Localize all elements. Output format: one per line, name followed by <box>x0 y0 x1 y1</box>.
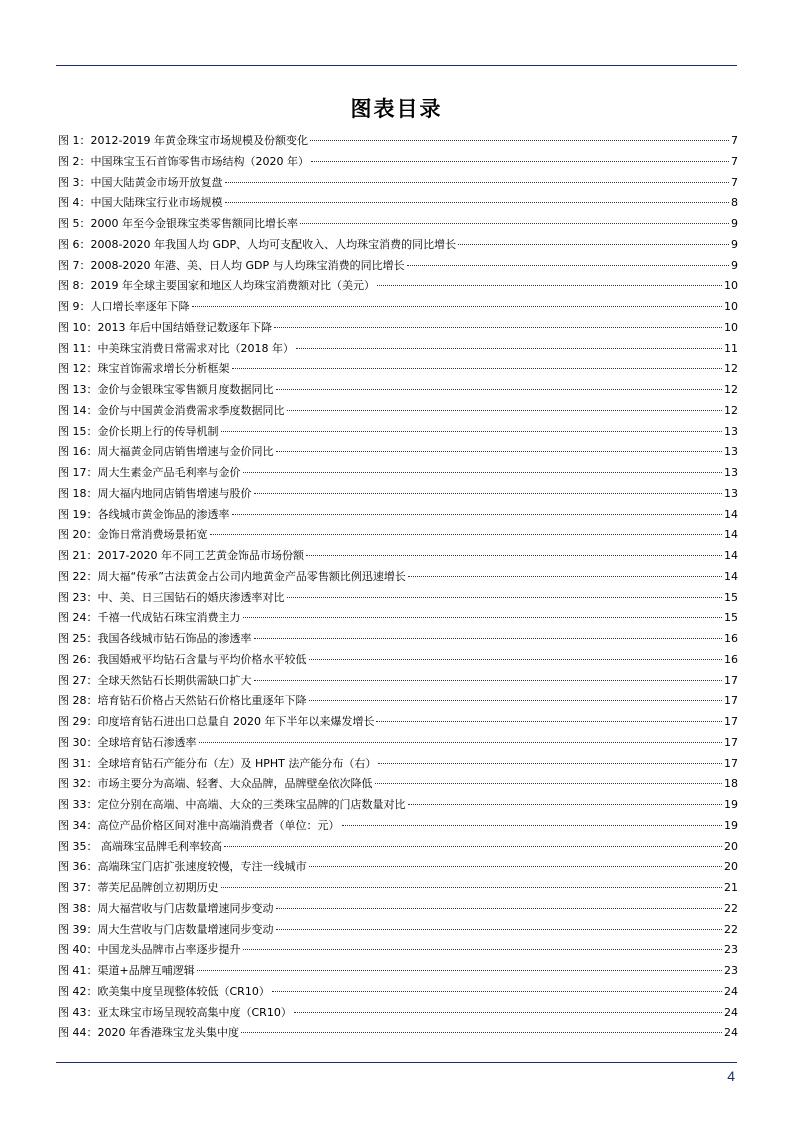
toc-dot-leader <box>221 887 723 888</box>
toc-entry-page: 14 <box>724 569 738 583</box>
toc-entry-page: 23 <box>724 964 738 977</box>
toc-entry-page: 19 <box>724 798 738 811</box>
toc-entry-page: 24 <box>724 984 738 998</box>
toc-dot-leader <box>224 846 722 847</box>
toc-dot-leader <box>254 680 723 681</box>
toc-entry[interactable] <box>58 671 738 692</box>
toc-dot-leader <box>458 244 729 245</box>
toc-entry[interactable] <box>58 380 738 401</box>
toc-entry-page: 16 <box>724 632 738 645</box>
toc-entry[interactable] <box>58 940 738 961</box>
page-title: 图表目录 <box>350 96 443 121</box>
toc-entry-title: 图 38：周大福营收与门店数量增速同步变动 <box>58 901 274 915</box>
toc-entry[interactable] <box>58 256 738 277</box>
toc-entry-title: 图 3：中国大陆黄金市场开放复盘 <box>58 175 223 189</box>
toc-entry-page: 8 <box>731 196 738 210</box>
toc-dot-leader <box>309 866 723 867</box>
toc-entry[interactable] <box>58 774 738 795</box>
toc-entry[interactable] <box>58 484 738 505</box>
toc-entry[interactable] <box>58 422 738 443</box>
toc-entry[interactable] <box>58 318 738 339</box>
toc-entry-page: 24 <box>724 1005 738 1019</box>
toc-entry-page: 22 <box>724 901 738 915</box>
toc-entry-page: 19 <box>724 818 738 832</box>
toc-dot-leader <box>221 431 723 432</box>
toc-entry-title: 图 22：周大福“传承”古法黄金占公司内地黄金产品零售额比例迅速增长 <box>58 569 406 583</box>
toc-entry[interactable] <box>58 961 738 982</box>
toc-dot-leader <box>342 825 723 826</box>
toc-entry[interactable] <box>58 857 738 878</box>
toc-entry[interactable] <box>58 401 738 422</box>
toc-dot-leader <box>241 1032 722 1033</box>
toc-entry-title: 图 16：周大福黄金同店销售增速与金价同比 <box>58 445 274 459</box>
toc-entry[interactable] <box>58 567 738 588</box>
toc-entry[interactable] <box>58 982 738 1003</box>
toc-entry-page: 13 <box>724 466 738 479</box>
toc-dot-leader <box>232 368 723 369</box>
toc-entry-title: 图 44：2020 年香港珠宝龙头集中度 <box>58 1026 239 1040</box>
toc-entry-page: 14 <box>724 507 738 521</box>
toc-dot-leader <box>377 285 722 286</box>
toc-dot-leader <box>254 493 723 494</box>
toc-entry-title: 图 19：各线城市黄金饰品的渗透率 <box>58 507 230 521</box>
toc-entry-title: 图 4：中国大陆珠宝行业市场规模 <box>58 196 223 210</box>
toc-entry[interactable] <box>58 193 738 214</box>
toc-entry-page: 17 <box>724 673 738 687</box>
toc-entry-page: 12 <box>724 362 738 376</box>
toc-dot-leader <box>300 223 729 224</box>
toc-entry-title: 图 13：金价与金银珠宝零售额月度数据同比 <box>58 383 274 396</box>
toc-entry-page: 18 <box>724 777 738 791</box>
toc-entry-title: 图 29：印度培育钻石进出口总量自 2020 年下半年以来爆发增长 <box>58 715 375 728</box>
toc-entry-page: 16 <box>724 652 738 666</box>
toc-dot-leader <box>376 721 722 722</box>
toc-entry[interactable] <box>58 173 738 194</box>
toc-dot-leader <box>306 555 722 556</box>
toc-dot-leader <box>243 617 723 618</box>
toc-entry[interactable] <box>58 650 738 671</box>
toc-entry[interactable] <box>58 878 738 899</box>
toc-entry-page: 13 <box>724 486 738 500</box>
toc-dot-leader <box>408 804 723 805</box>
toc-dot-leader <box>197 970 722 971</box>
toc-entry-title: 图 39：周大生营收与门店数量增速同步变动 <box>58 922 274 936</box>
toc-dot-leader <box>199 742 723 743</box>
toc-entry[interactable] <box>58 131 738 152</box>
toc-entry[interactable] <box>58 214 738 235</box>
toc-entry[interactable] <box>58 629 738 650</box>
toc-entry-page: 12 <box>724 403 738 417</box>
toc-entry-title: 图 9：人口增长率逐年下降 <box>58 300 190 313</box>
header-rule <box>56 65 737 66</box>
page-number: 4 <box>727 1068 735 1084</box>
toc-entry-page: 10 <box>724 300 738 313</box>
toc-dot-leader <box>378 763 722 764</box>
toc-entry-page: 17 <box>724 715 738 728</box>
toc-entry-page: 12 <box>724 383 738 396</box>
toc-entry-title: 图 36：高端珠宝门店扩张速度较慢，专注一线城市 <box>58 860 307 874</box>
toc-dot-leader <box>375 783 723 784</box>
toc-entry-title: 图 1：2012-2019 年黄金珠宝市场规模及份额变化 <box>58 134 308 147</box>
toc-entry[interactable] <box>58 608 738 629</box>
toc-dot-leader <box>276 929 723 930</box>
toc-entry[interactable] <box>58 525 738 546</box>
toc-entry-page: 9 <box>731 217 738 230</box>
toc-entry[interactable] <box>58 1023 738 1044</box>
toc-dot-leader <box>192 306 723 307</box>
toc-entry-title: 图 42：欧美集中度呈现整体较低（CR10） <box>58 984 270 998</box>
toc-entry[interactable] <box>58 297 738 318</box>
toc-entry[interactable] <box>58 546 738 567</box>
toc-entry[interactable] <box>58 359 738 380</box>
toc-entry-title: 图 28：培育钻石价格占天然钻石价格比重逐年下降 <box>58 694 307 708</box>
toc-entry-title: 图 32：市场主要分为高端、轻奢、大众品牌，品牌壁垒依次降低 <box>58 777 373 791</box>
toc-entry[interactable] <box>58 1003 738 1024</box>
toc-entry-page: 20 <box>724 839 738 853</box>
toc-entry-page: 15 <box>724 611 738 625</box>
toc-dot-leader <box>232 514 723 515</box>
toc-entry[interactable] <box>58 691 738 712</box>
toc-entry-page: 20 <box>724 860 738 874</box>
toc-entry[interactable] <box>58 152 738 173</box>
toc-entry[interactable] <box>58 920 738 941</box>
toc-entry-page: 7 <box>731 154 738 168</box>
toc-dot-leader <box>210 534 723 535</box>
toc-entry-title: 图 23：中、美、日三国钻石的婚庆渗透率对比 <box>58 590 285 604</box>
toc-entry-page: 11 <box>724 341 738 355</box>
toc-entry[interactable] <box>58 816 738 837</box>
toc-entry-page: 9 <box>731 258 738 272</box>
toc-entry-page: 9 <box>731 237 738 251</box>
toc-entry-title: 图 40：中国龙头品牌市占率逐步提升 <box>58 943 241 957</box>
toc-entry[interactable] <box>58 588 738 609</box>
table-of-figures <box>58 131 738 1044</box>
toc-entry[interactable] <box>58 754 738 775</box>
toc-entry-page: 17 <box>724 735 738 749</box>
toc-entry-title: 图 12：珠宝首饰需求增长分析框架 <box>58 362 230 376</box>
toc-entry-title: 图 25：我国各线城市钻石饰品的渗透率 <box>58 632 252 645</box>
toc-dot-leader <box>311 161 729 162</box>
toc-entry-title: 图 15：金价长期上行的传导机制 <box>58 424 219 438</box>
toc-dot-leader <box>276 451 723 452</box>
toc-entry-title: 图 24：千禧一代成钻石珠宝消费主力 <box>58 611 241 625</box>
toc-dot-leader <box>408 576 722 577</box>
toc-dot-leader <box>310 140 729 141</box>
toc-entry[interactable] <box>58 837 738 858</box>
toc-entry-title: 图 35： 高端珠宝品牌毛利率较高 <box>58 839 222 853</box>
toc-entry-title: 图 30：全球培育钻石渗透率 <box>58 735 197 749</box>
toc-entry-title: 图 18：周大福内地同店销售增速与股价 <box>58 486 252 500</box>
toc-entry-title: 图 31：全球培育钻石产能分布（左）及 HPHT 法产能分布（右） <box>58 756 377 770</box>
toc-entry-page: 7 <box>731 134 738 147</box>
toc-entry-title: 图 7：2008-2020 年港、美、日人均 GDP 与人均珠宝消费的同比增长 <box>58 258 405 272</box>
footer-rule <box>56 1062 737 1063</box>
toc-entry-title: 图 11：中美珠宝消费日常需求对比（2018 年） <box>58 341 294 355</box>
toc-dot-leader <box>225 202 730 203</box>
toc-entry-title: 图 8：2019 年全球主要国家和地区人均珠宝消费额对比（美元） <box>58 279 375 293</box>
toc-entry-page: 14 <box>724 549 738 562</box>
toc-entry-page: 13 <box>724 424 738 438</box>
toc-dot-leader <box>287 410 723 411</box>
toc-entry-page: 24 <box>724 1026 738 1040</box>
toc-dot-leader <box>243 949 723 950</box>
toc-entry-page: 13 <box>724 445 738 459</box>
toc-entry-page: 17 <box>724 694 738 708</box>
toc-entry[interactable] <box>58 339 738 360</box>
toc-entry-title: 图 33：定位分别在高端、中高端、大众的三类珠宝品牌的门店数量对比 <box>58 798 406 811</box>
toc-entry-page: 10 <box>724 320 738 334</box>
toc-dot-leader <box>225 182 730 183</box>
toc-entry-page: 23 <box>724 943 738 957</box>
toc-dot-leader <box>287 597 723 598</box>
toc-dot-leader <box>276 389 723 390</box>
toc-dot-leader <box>407 265 729 266</box>
toc-entry-title: 图 14：金价与中国黄金消费需求季度数据同比 <box>58 403 285 417</box>
toc-dot-leader <box>274 327 722 328</box>
toc-dot-leader <box>272 991 722 992</box>
toc-dot-leader <box>296 348 722 349</box>
toc-entry[interactable] <box>58 712 738 733</box>
toc-entry[interactable] <box>58 276 738 297</box>
toc-entry[interactable] <box>58 235 738 256</box>
toc-entry[interactable] <box>58 795 738 816</box>
toc-entry-title: 图 20：金饰日常消费场景拓宽 <box>58 528 208 542</box>
toc-dot-leader <box>309 659 723 660</box>
toc-entry-title: 图 6：2008-2020 年我国人均 GDP、人均可支配收入、人均珠宝消费的同比增长 <box>58 237 457 251</box>
toc-entry-title: 图 27：全球天然钻石长期供需缺口扩大 <box>58 673 252 687</box>
toc-entry[interactable] <box>58 505 738 526</box>
toc-entry-title: 图 43：亚太珠宝市场呈现较高集中度（CR10） <box>58 1005 292 1019</box>
toc-entry-page: 21 <box>724 881 738 894</box>
toc-entry-page: 10 <box>724 279 738 293</box>
toc-entry-page: 17 <box>724 756 738 770</box>
toc-entry[interactable] <box>58 442 738 463</box>
toc-entry-title: 图 10：2013 年后中国结婚登记数逐年下降 <box>58 320 272 334</box>
toc-entry-title: 图 17：周大生素金产品毛利率与金价 <box>58 466 241 479</box>
toc-dot-leader <box>276 908 723 909</box>
toc-entry-page: 22 <box>724 922 738 936</box>
toc-entry[interactable] <box>58 463 738 484</box>
toc-dot-leader <box>309 700 723 701</box>
toc-entry-page: 7 <box>731 175 738 189</box>
toc-entry-page: 15 <box>724 590 738 604</box>
toc-dot-leader <box>254 638 723 639</box>
toc-entry-title: 图 2：中国珠宝玉石首饰零售市场结构（2020 年） <box>58 154 309 168</box>
toc-entry-title: 图 34：高位产品价格区间对准中高端消费者（单位：元） <box>58 818 340 832</box>
toc-entry-title: 图 5：2000 年至今金银珠宝类零售额同比增长率 <box>58 217 298 230</box>
toc-entry-title: 图 37：蒂芙尼品牌创立初期历史 <box>58 881 219 894</box>
toc-entry[interactable] <box>58 733 738 754</box>
toc-entry-title: 图 26：我国婚戒平均钻石含量与平均价格水平较低 <box>58 652 307 666</box>
toc-entry-title: 图 41：渠道+品牌互哺逻辑 <box>58 964 195 977</box>
toc-entry-title: 图 21：2017-2020 年不同工艺黄金饰品市场份额 <box>58 549 304 562</box>
toc-entry[interactable] <box>58 899 738 920</box>
toc-dot-leader <box>243 472 723 473</box>
toc-entry-page: 14 <box>724 528 738 542</box>
toc-dot-leader <box>294 1012 722 1013</box>
